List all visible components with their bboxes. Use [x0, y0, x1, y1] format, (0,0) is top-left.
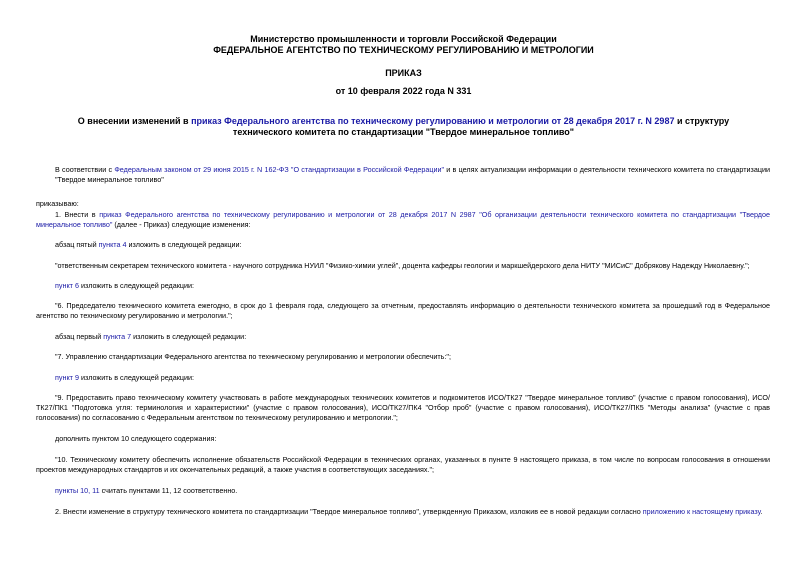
punkt-9-paragraph	[55, 373, 770, 383]
punkt-7-text-1: абзац первый	[55, 332, 104, 341]
item-1-text-2: (далее - Приказ) следующие изменения:	[112, 220, 251, 229]
quote-abz5: "ответственным секретарем технического комитета - научного сотрудника НУИЛ "Физико-химии углей", доцента кафедры геологии и маркшейдерского дела НИТУ "МИСиС" Добрякову Надежду Николаевну.";	[55, 261, 750, 270]
punkty-10-11-paragraph	[55, 486, 770, 496]
intro-text-2: и в целях актуализации информации о деятельности технического комитета по стандартизации "Твердое минеральное топливо"	[55, 165, 770, 184]
punkt-7-text-2: изложить в следующей редакции:	[131, 332, 247, 341]
punkt-4-link[interactable]: пункта 4	[98, 240, 127, 249]
intro-text-1: В соответствии с	[55, 165, 115, 174]
punkty-10-11-link[interactable]: пункты 10, 11	[55, 486, 100, 495]
order-2987-link[interactable]: приказ Федерального агентства по техническому регулированию и метрологии от 28 декабря 2017 N 2987 "Об организации деятельности технического комитета по стандартизации "Твердое минеральное топливо"	[36, 210, 770, 229]
quote-p10: "10. Техническому комитету обеспечить исполнение обязательств Российской Федерации в технических органах, указанных в пункте 9 настоящего приказа, в том числе по вопросам голосования в отношении проектов международных стандартов и их окончательных редакций, а также участия в соответствующих заседаниях.";	[36, 455, 770, 474]
punkt-6-link[interactable]: пункт 6	[55, 281, 79, 290]
appendix-link[interactable]: приложению к настоящему приказу	[642, 507, 761, 516]
quote-p6: "6. Председателю технического комитета ежегодно, в срок до 1 февраля года, следующего за отчетным, предоставлять информацию о деятельности технического комитета за прошедший год в Федеральное агентство по техническому регулированию и метрологии.";	[36, 301, 770, 320]
punkt-6-text: изложить в следующей редакции:	[78, 281, 195, 290]
item-1-text-1: 1. Внести в	[55, 210, 100, 219]
punkt-7-paragraph	[55, 332, 770, 342]
document-title	[60, 116, 747, 138]
agency-name: ФЕДЕРАЛЬНОЕ АГЕНТСТВО ПО ТЕХНИЧЕСКОМУ РЕГУЛИРОВАНИЮ И МЕТРОЛОГИИ	[213, 45, 594, 55]
document-type: ПРИКАЗ	[385, 68, 422, 78]
intro-paragraph	[55, 165, 770, 185]
prikazyvayu: приказываю:	[36, 199, 79, 208]
punkty-10-11-text: считать пунктами 11, 12 соответственно.	[99, 486, 238, 495]
federal-law-link[interactable]: Федеральным законом от 29 июня 2015 г. N 162-ФЗ "О стандартизации в Российской Федерации"	[114, 165, 445, 174]
punkt-7-link[interactable]: пункта 7	[103, 332, 132, 341]
punkt-9-text: изложить в следующей редакции:	[78, 373, 195, 382]
title-prefix: О внесении изменений в	[77, 116, 192, 126]
title-suffix: и структуру технического комитета по стандартизации "Твердое минеральное топливо"	[232, 116, 730, 137]
abz5-text-2: изложить в следующей редакции:	[126, 240, 242, 249]
punkt-9-link[interactable]: пункт 9	[55, 373, 79, 382]
quote-p9: "9. Предоставить право техническому комитету участвовать в работе международных технических комитетов и подкомитетов ИСО/ТК27 "Твердое минеральное топливо" (участие с правом голосования), ИСО/ТК27/ПК1 "Подготовка угля: терминология и характеристики" (участие с правом голосования), ИСО/ТК27/ПК4 "Отбор проб" (участие с правом голосования), ИСО/ТК27/ПК5 "Методы анализа" (участие с прав голосования) по согласованию с Федеральным агентством по техническому регулированию и метрологии.";	[36, 393, 770, 422]
item-2-text-1: 2. Внести изменение в структуру технического комитета по стандартизации "Твердое минеральное топливо", утвержденную Приказом, изложив ее в новой редакции согласно	[55, 507, 643, 516]
quote-p7: "7. Управлению стандартизации Федерального агентства по техническому регулированию и метрологии обеспечить:";	[55, 352, 451, 361]
document-date-number: от 10 февраля 2022 года N 331	[335, 86, 472, 96]
item-2-text-2: .	[760, 507, 763, 516]
abz5-text-1: абзац пятый	[55, 240, 99, 249]
punkt-6-paragraph	[55, 281, 770, 291]
ministry-name: Министерство промышленности и торговли Российской Федерации	[250, 34, 557, 44]
abz5-paragraph	[55, 240, 770, 250]
item-2-paragraph	[55, 507, 770, 517]
title-order-link[interactable]: приказ Федерального агентства по техническому регулированию и метрологии от 28 декабря 2017 г. N 2987	[191, 116, 675, 126]
item-1-paragraph	[36, 210, 770, 230]
add-punkt-10: дополнить пунктом 10 следующего содержания:	[55, 434, 217, 443]
